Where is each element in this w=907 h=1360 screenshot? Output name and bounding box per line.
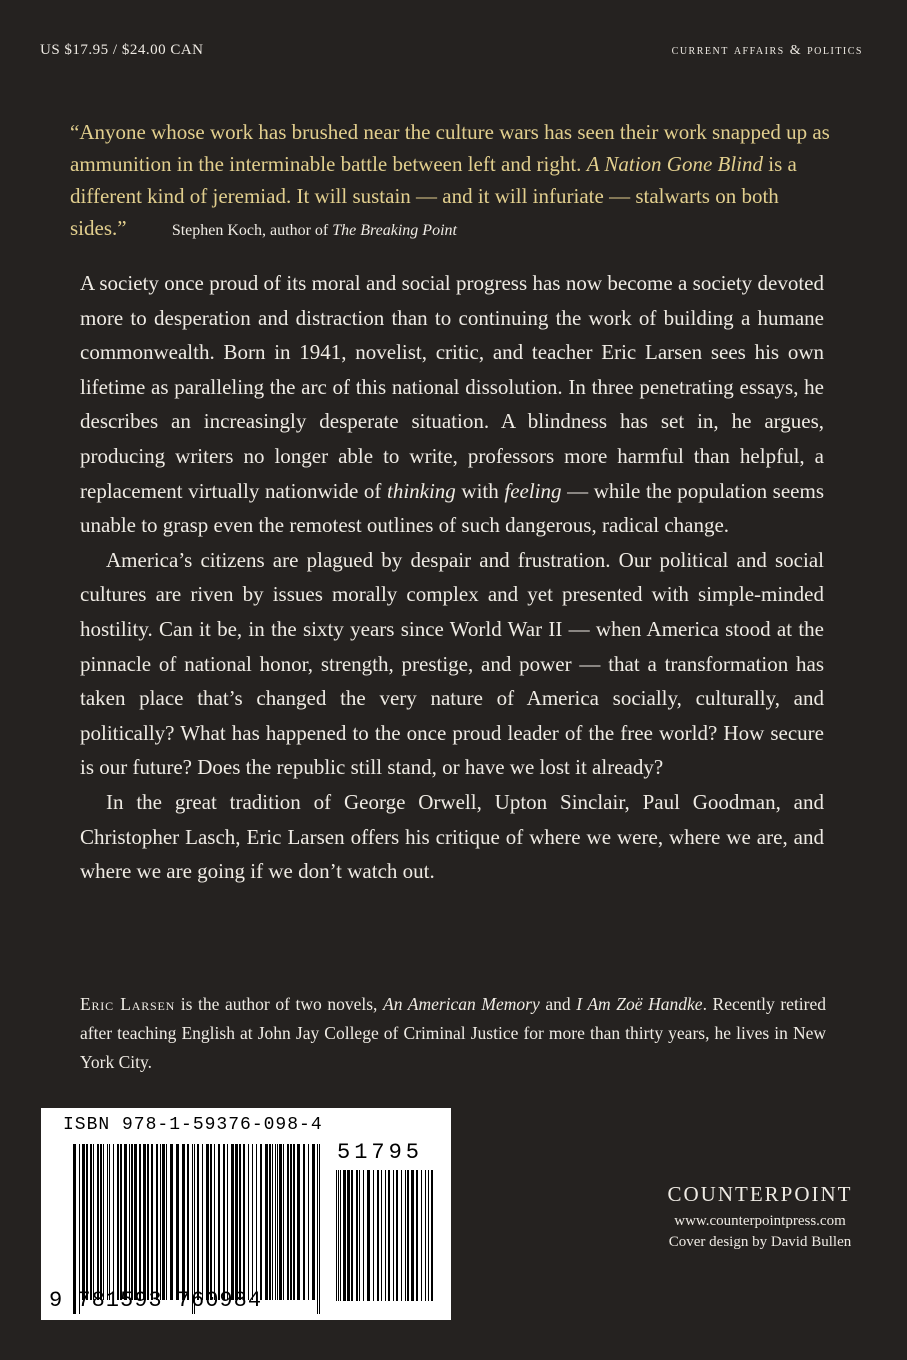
barcode-bar (347, 1170, 350, 1301)
description-p1-text: A society once proud of its moral and social progress has now become a society devoted more to desperation and distraction than to continuing the work of building a humane commonwealth. Born in 1941, novelist, critic, and teacher Eric Larsen sees his own lifetime as paralleling the arc of this national dissolution. In three penetrating essays, he describes an increasingly desperate situation. A blindness has set in, he argues, producing writers no longer able to write, professors more harmful than helpful, a replacement virtually nationwide of (80, 271, 824, 503)
barcode-bar (252, 1144, 253, 1300)
barcode-bar (340, 1170, 341, 1301)
barcode-bar (317, 1144, 318, 1314)
bio-text-3: . Recently retired after teaching English at John Jay College of Criminal Justice for more than thirty years, he lives in New York City. (80, 994, 827, 1072)
barcode-bar (151, 1144, 153, 1300)
barcode-bar (97, 1144, 99, 1300)
barcode-bar (293, 1144, 295, 1300)
barcode-bar (117, 1144, 119, 1300)
description-p1-end: — while the population seems unable to grasp even the remotest outlines of such dangerous, radical change. (80, 478, 824, 538)
barcode-bar (381, 1170, 382, 1301)
barcode-bar (100, 1144, 102, 1300)
isbn-label: ISBN 978-1-59376-098-4 (63, 1115, 323, 1135)
barcode-bar (351, 1170, 353, 1301)
barcode-bar (336, 1170, 337, 1301)
barcode-bar (223, 1144, 225, 1300)
barcode-bar (319, 1144, 320, 1314)
book-description (80, 266, 824, 889)
bio-text-1: is the author of two novels, (175, 994, 384, 1014)
barcode-bar (147, 1144, 149, 1300)
barcode-bar (405, 1170, 406, 1301)
barcode-bar (275, 1144, 276, 1300)
barcode-bar (235, 1144, 238, 1300)
barcode-bar (401, 1170, 402, 1301)
bio-text-2: and (539, 994, 577, 1014)
barcode-bar (227, 1144, 228, 1300)
barcode-bar (290, 1144, 292, 1300)
bio-novel-2: I Am Zoë Handke (576, 994, 703, 1014)
barcode-bar (411, 1170, 414, 1301)
barcode-bar (162, 1144, 165, 1300)
barcode-bar (343, 1170, 346, 1301)
description-paragraph-1 (80, 266, 824, 543)
barcode-bar (356, 1170, 358, 1301)
publisher-url: www.counterpointpress.com (674, 1213, 846, 1229)
cover-design-credit: Cover design by David Bullen (668, 1234, 852, 1250)
author-bio (80, 990, 826, 1077)
barcode-bar (218, 1144, 220, 1300)
barcode-bar (139, 1144, 141, 1300)
barcode-bar (297, 1144, 300, 1300)
barcode-bar (90, 1144, 92, 1300)
barcode-bar (82, 1144, 85, 1300)
endorsement-quote (70, 116, 830, 247)
barcode-bar (214, 1144, 215, 1300)
description-p1-em-feeling: feeling (504, 478, 562, 503)
barcode-bar (367, 1170, 370, 1301)
quote-text-1: “Anyone whose work has brushed near the culture wars has seen their work snapped up as ammunition in the interminable battle between left and right. (70, 120, 830, 176)
barcode-bar (103, 1144, 104, 1300)
barcode-bar (109, 1144, 110, 1300)
barcode-bar (166, 1144, 167, 1300)
barcode-bar (239, 1144, 241, 1300)
barcode-bar (312, 1144, 315, 1300)
description-p1-em-thinking: thinking (386, 478, 456, 503)
barcode-bar (277, 1144, 278, 1300)
barcode-bar (131, 1144, 133, 1300)
bio-author-name: Eric Larsen (80, 994, 176, 1014)
barcode-bar (107, 1144, 108, 1300)
barcode-bar (416, 1170, 418, 1301)
quote-attribution (172, 222, 457, 239)
addon-barcode (336, 1170, 436, 1315)
barcode-bar (120, 1144, 122, 1300)
barcode-bar (287, 1144, 289, 1300)
barcode-bar (93, 1144, 94, 1300)
barcode-bar (272, 1144, 273, 1300)
barcode-bar (393, 1170, 394, 1301)
barcode-bar (243, 1144, 245, 1300)
barcode-bar (265, 1144, 268, 1300)
barcode-bar (260, 1144, 262, 1300)
barcode-bar (425, 1170, 426, 1301)
barcode-bar (143, 1144, 146, 1300)
category-label: current affairs & politics (671, 43, 863, 58)
barcode-bar (113, 1144, 114, 1300)
barcode-bar (182, 1144, 185, 1300)
ean-digits: 9 781593 760984 (49, 1288, 263, 1313)
barcode-bar (124, 1144, 127, 1300)
quote-book-title: A Nation Gone Blind (586, 152, 764, 176)
barcode-bar (279, 1144, 282, 1300)
barcode-bar (363, 1170, 364, 1301)
barcode-bar (202, 1144, 203, 1300)
barcode-bar (396, 1170, 398, 1301)
publisher-block (645, 1182, 875, 1251)
barcode-bar (338, 1170, 339, 1301)
barcode-bar (231, 1144, 234, 1300)
description-paragraph-2: America’s citizens are plagued by despair and frustration. Our political and social cultures are riven by issues morally complex and yet presented with simple-minded hostility. Can it be, in the sixty years since World War II — when America stood at the pinnacle of national honor, strength, prestige, and power — that a transformation has taken place that’s changed the very nature of America socially, culturally, and politically? What has happened to the once proud leader of the free world? How secure is our future? Does the republic still stand, or have we lost it already? (80, 547, 824, 780)
bio-novel-1: An American Memory (383, 994, 540, 1014)
barcode-bar (129, 1144, 130, 1300)
barcode-bar (160, 1144, 161, 1300)
barcode-bar (359, 1170, 360, 1301)
barcode-panel (41, 1108, 451, 1320)
barcode-bar (431, 1170, 433, 1301)
barcode-bar (256, 1144, 257, 1300)
barcode-bar (197, 1144, 199, 1300)
price-label: US $17.95 / $24.00 CAN (40, 42, 204, 58)
barcode-bar (187, 1144, 189, 1300)
quote-text-2: is a different kind of jeremiad. It will sustain — and it will infuriate — stalwarts on both sides.” (70, 152, 797, 240)
barcode-bar (248, 1144, 249, 1300)
barcode-bar (388, 1170, 390, 1301)
attribution-book: The Breaking Point (332, 222, 457, 239)
barcode-bar (428, 1170, 429, 1301)
description-p1-mid: with (455, 478, 505, 503)
barcode-bar (407, 1170, 409, 1301)
barcode-bar (210, 1144, 212, 1300)
description-paragraph-3: In the great tradition of George Orwell, Upton Sinclair, Paul Goodman, and Christopher Lasch, Eric Larsen offers his critique of where we were, where we are, and where we are going if we don’t watch out. (80, 789, 824, 884)
barcode-bar (176, 1144, 179, 1300)
barcode-bar (206, 1144, 209, 1300)
barcode-bar (156, 1144, 158, 1300)
barcode-bar (377, 1170, 379, 1301)
barcode-bar (421, 1170, 422, 1301)
barcode-bar (269, 1144, 271, 1300)
price-code: 51795 (337, 1140, 424, 1165)
barcode-bar (170, 1144, 173, 1300)
barcode-bar (86, 1144, 88, 1300)
barcode-bar (283, 1144, 284, 1300)
barcode-bar (373, 1170, 374, 1301)
barcode-bar (134, 1144, 137, 1300)
attribution-prefix: Stephen Koch, author of (171, 222, 333, 239)
barcode-bar (303, 1144, 305, 1300)
publisher-name: COUNTERPOINT (667, 1182, 853, 1206)
barcode-bar (308, 1144, 309, 1300)
barcode-bar (385, 1170, 386, 1301)
